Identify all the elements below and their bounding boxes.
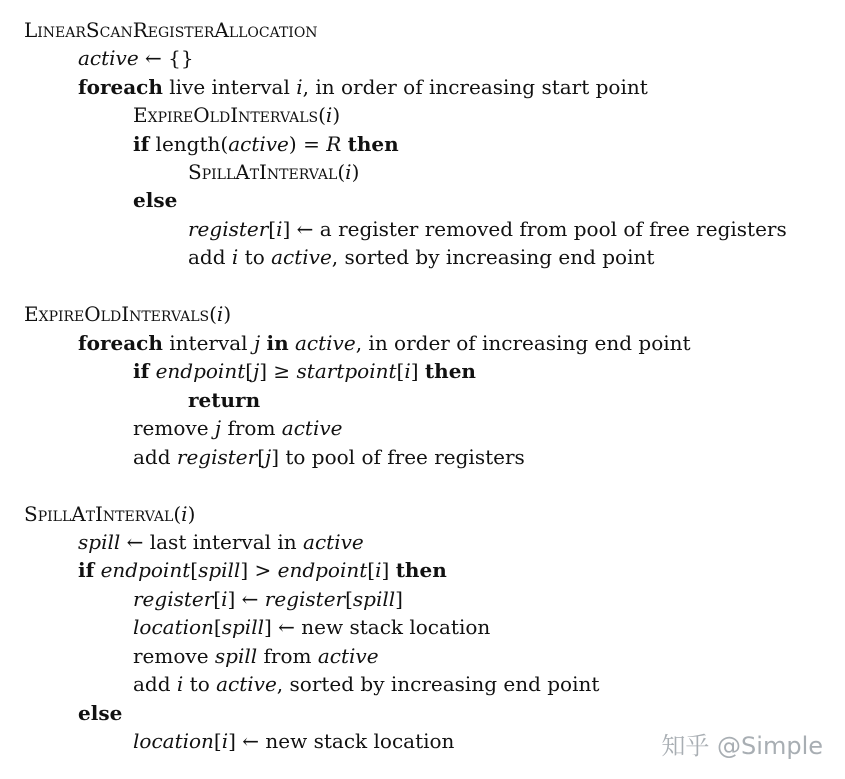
code-token: [	[268, 217, 277, 241]
code-token: R	[326, 132, 342, 156]
code-line	[188, 386, 260, 414]
code-token: spill	[198, 558, 241, 582]
code-token: [	[396, 359, 405, 383]
code-token: add	[133, 445, 177, 469]
code-token: (	[209, 302, 217, 326]
code-token: ExpireOldIntervals	[24, 302, 210, 326]
code-token: )	[351, 160, 360, 184]
code-token: [	[345, 587, 353, 611]
code-token: ] ≥	[259, 359, 297, 383]
code-token: i	[296, 75, 303, 99]
code-token: active	[295, 331, 356, 355]
code-token: , in order of increasing end point	[355, 331, 691, 355]
code-token: i	[231, 245, 239, 269]
code-token: , sorted by increasing end point	[276, 672, 600, 696]
code-token: ] ←	[227, 587, 265, 611]
code-token: register	[133, 587, 214, 611]
code-token: register	[188, 217, 269, 241]
code-token: if	[133, 132, 150, 156]
code-token: ]	[381, 558, 396, 582]
code-token: to	[238, 245, 272, 269]
code-token: [	[213, 615, 222, 639]
code-line	[78, 699, 122, 727]
code-line	[24, 16, 318, 44]
code-token: i	[325, 103, 333, 127]
code-token: startpoint	[296, 359, 397, 383]
code-token: i	[345, 160, 352, 184]
code-token: add	[133, 672, 177, 696]
code-token: i	[216, 302, 224, 326]
code-token: location	[133, 615, 214, 639]
code-token: add	[188, 245, 232, 269]
code-token: spill	[221, 615, 264, 639]
code-line	[24, 500, 195, 528]
code-token: ]	[410, 359, 425, 383]
code-token: active	[228, 132, 289, 156]
code-token: , in order of increasing start point	[302, 75, 648, 99]
code-token: location	[133, 729, 214, 753]
code-token: endpoint	[100, 558, 191, 582]
code-line	[133, 186, 177, 214]
code-token: ] ← new stack location	[228, 729, 455, 753]
code-token: ] to pool of free registers	[271, 445, 525, 469]
code-token: [	[257, 445, 265, 469]
code-line	[24, 300, 231, 328]
code-token: , sorted by increasing end point	[331, 245, 655, 269]
code-line	[133, 585, 403, 613]
code-token: )	[223, 302, 232, 326]
code-token: i	[276, 217, 283, 241]
code-token: else	[133, 188, 178, 212]
code-token: ] ← a register removed from pool of free registers	[282, 217, 787, 241]
code-token: i	[176, 672, 184, 696]
code-token: else	[78, 701, 123, 725]
code-token: from	[221, 416, 282, 440]
code-token: to	[183, 672, 217, 696]
code-line	[133, 727, 454, 755]
code-line	[188, 158, 359, 186]
code-line	[78, 73, 648, 101]
code-token: (	[318, 103, 326, 127]
code-token: ExpireOldIntervals	[133, 103, 319, 127]
code-token: ] ← new stack location	[264, 615, 491, 639]
code-token: j	[253, 331, 261, 355]
code-token: active	[303, 530, 364, 554]
code-line	[78, 556, 447, 584]
code-line	[133, 414, 343, 442]
code-token: then	[424, 359, 476, 383]
code-token: remove	[133, 644, 215, 668]
code-line	[78, 44, 194, 72]
code-line	[188, 215, 787, 243]
code-line	[133, 101, 340, 129]
code-line	[133, 443, 525, 471]
code-token: [	[213, 729, 222, 753]
code-token: foreach	[78, 75, 163, 99]
code-token: then	[395, 558, 447, 582]
code-token: ]	[395, 587, 403, 611]
code-token: active	[281, 416, 343, 440]
code-line	[78, 528, 364, 556]
code-token: )	[187, 502, 196, 526]
code-line	[78, 329, 691, 357]
code-token: )	[332, 103, 341, 127]
code-token: active	[78, 46, 139, 70]
code-token: register	[176, 445, 258, 469]
code-token: endpoint	[277, 558, 368, 582]
code-token: j	[265, 445, 272, 469]
code-token: then	[347, 132, 399, 156]
code-token: [	[367, 558, 376, 582]
code-token: active	[317, 644, 379, 668]
code-token: i	[221, 587, 228, 611]
code-line	[133, 642, 379, 670]
code-token: ) =	[288, 132, 327, 156]
code-token: in	[266, 331, 289, 355]
code-line	[133, 613, 490, 641]
code-token: SpillAtInterval	[24, 502, 174, 526]
code-token: j	[214, 416, 222, 440]
code-token: (	[173, 502, 182, 526]
code-token: remove	[133, 416, 215, 440]
code-token: i	[181, 502, 188, 526]
code-token: i	[404, 359, 411, 383]
code-token: active	[216, 672, 277, 696]
code-token: (	[337, 160, 346, 184]
code-token: endpoint	[155, 359, 246, 383]
code-token: return	[188, 388, 261, 412]
code-token: foreach	[78, 331, 163, 355]
code-token: i	[375, 558, 382, 582]
code-token: spill	[214, 644, 258, 668]
code-line	[133, 357, 476, 385]
code-token: register	[264, 587, 346, 611]
code-token: LinearScanRegisterAllocation	[24, 18, 318, 42]
code-token: if	[133, 359, 150, 383]
code-token: j	[253, 359, 260, 383]
code-token: live interval	[162, 75, 297, 99]
code-token: ← last interval in	[120, 530, 304, 554]
code-token: i	[221, 729, 229, 753]
code-token: [	[213, 587, 222, 611]
code-token: ← {}	[138, 46, 194, 70]
code-token: SpillAtInterval	[188, 160, 338, 184]
code-token: length(	[149, 132, 229, 156]
code-token: active	[271, 245, 332, 269]
code-token: if	[78, 558, 95, 582]
code-token: interval	[162, 331, 254, 355]
code-token: [	[245, 359, 254, 383]
watermark: 知乎 @Simple	[661, 732, 823, 760]
code-token: from	[257, 644, 318, 668]
code-line	[188, 243, 654, 271]
code-line	[133, 670, 599, 698]
code-line	[133, 130, 399, 158]
code-token: ] >	[240, 558, 278, 582]
code-token: [	[190, 558, 199, 582]
code-token: spill	[78, 530, 121, 554]
code-token: spill	[352, 587, 396, 611]
